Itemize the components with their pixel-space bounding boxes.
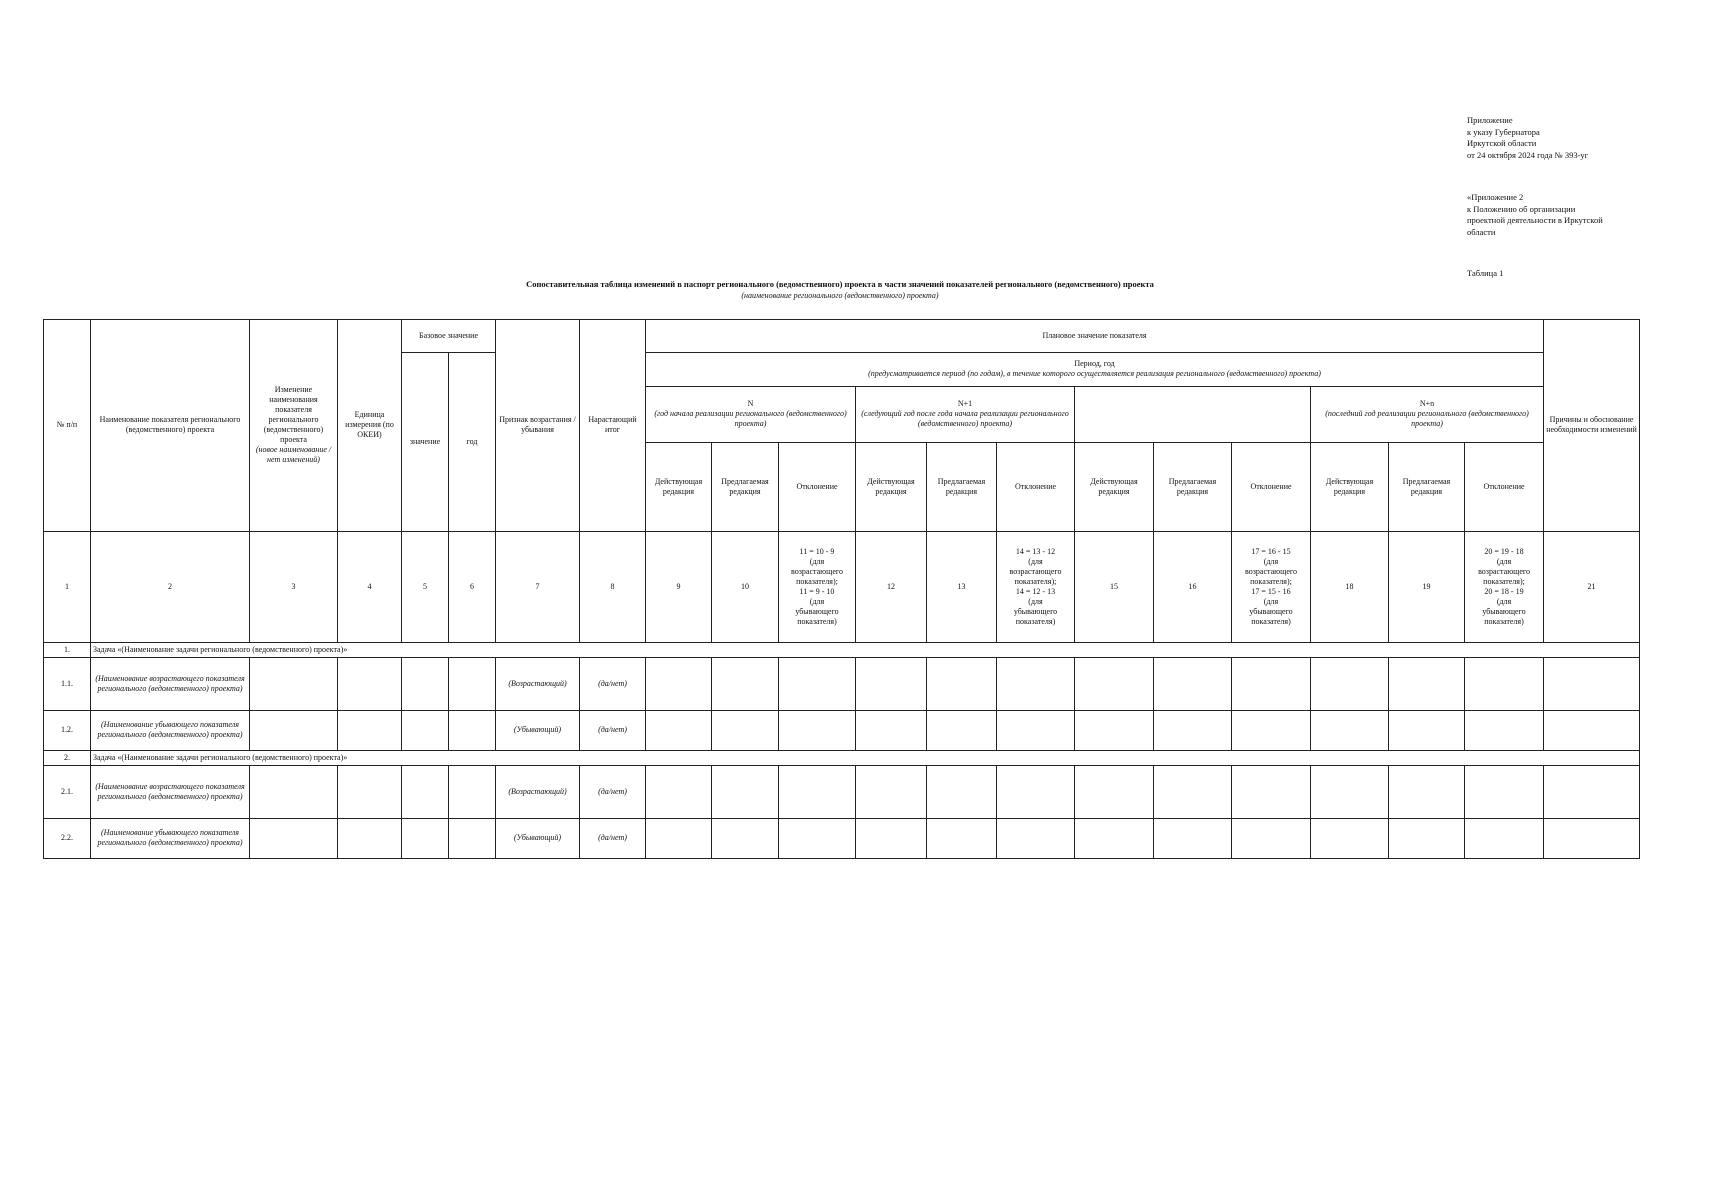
appendix-line: к указу Губернатора bbox=[1467, 126, 1540, 137]
header-current: Действующая редакция bbox=[1311, 443, 1389, 532]
formula-line: (для bbox=[1496, 596, 1512, 606]
header-proposed: Предлагаемая редакция bbox=[1154, 443, 1232, 532]
cell bbox=[250, 818, 338, 858]
col-number: 15 bbox=[1075, 531, 1154, 642]
formula-line: 17 = 15 - 16 bbox=[1251, 586, 1291, 596]
appendix-line: Иркутской области bbox=[1467, 138, 1537, 148]
cell bbox=[1311, 818, 1389, 858]
formula-line: показателя); bbox=[1483, 576, 1525, 586]
cell bbox=[402, 710, 449, 750]
cell bbox=[1075, 710, 1154, 750]
formula-line: возрастающего bbox=[1478, 566, 1530, 576]
row-num: 2.1. bbox=[44, 766, 91, 818]
formula-line: (для bbox=[1028, 556, 1043, 566]
col-number: 21 bbox=[1544, 531, 1640, 642]
cell bbox=[1311, 658, 1389, 710]
cell bbox=[449, 766, 496, 818]
cell bbox=[997, 710, 1075, 750]
header-planned: Плановое значение показателя bbox=[646, 320, 1544, 353]
formula-line: (для bbox=[1028, 596, 1043, 606]
formula-line: (для bbox=[809, 556, 825, 566]
cell bbox=[1154, 658, 1232, 710]
header-deviation: Отклонение bbox=[1232, 443, 1311, 532]
cell bbox=[1232, 658, 1311, 710]
col-number: 12 bbox=[856, 531, 927, 642]
cell bbox=[1154, 766, 1232, 818]
header-reasons: Причины и обоснование необходимости изменений bbox=[1544, 320, 1640, 532]
cell bbox=[250, 658, 338, 710]
appendix-line: от 24 октября 2024 года № 393-уг bbox=[1467, 149, 1589, 160]
header-n1-note: (следующий год после года начала реализации регионального (ведомственного) проекта) bbox=[861, 409, 1069, 429]
formula-line: (для bbox=[809, 596, 825, 606]
cell bbox=[1075, 766, 1154, 818]
col-number: 16 bbox=[1154, 531, 1232, 642]
col-number: 9 bbox=[646, 531, 712, 642]
header-base-value: Базовое значение bbox=[402, 320, 496, 353]
cell bbox=[1389, 818, 1465, 858]
header-year-blank bbox=[1075, 386, 1311, 443]
table-row bbox=[44, 766, 1640, 818]
header-unit: Единица измерения (по ОКЕИ) bbox=[338, 320, 402, 532]
cell bbox=[1544, 766, 1640, 818]
header-change-name-note: (новое наименование / нет изменений) bbox=[255, 445, 332, 465]
formula-line: показателя) bbox=[1015, 616, 1056, 626]
header-year: год bbox=[449, 353, 496, 532]
task-num: 2. bbox=[44, 750, 91, 765]
cell bbox=[712, 766, 779, 818]
cell bbox=[338, 766, 402, 818]
formula-line: 17 = 16 - 15 bbox=[1251, 546, 1291, 556]
cell bbox=[779, 658, 856, 710]
header-value: значение bbox=[402, 353, 449, 532]
formula-line: 14 = 13 - 12 bbox=[1015, 546, 1056, 556]
cell bbox=[449, 658, 496, 710]
header-n-note: (год начала реализации регионального (ведомственного) проекта) bbox=[654, 409, 847, 429]
formula-line: (для bbox=[1263, 556, 1279, 566]
col-number: 8 bbox=[580, 531, 646, 642]
col-number: 18 bbox=[1311, 531, 1389, 642]
col-number: 2 bbox=[91, 531, 250, 642]
sign-value: (Убывающий) bbox=[496, 710, 580, 750]
formula-line: убывающего bbox=[1013, 606, 1058, 616]
cell bbox=[1389, 658, 1465, 710]
header-year-n bbox=[646, 386, 856, 443]
cell bbox=[338, 658, 402, 710]
cell bbox=[997, 766, 1075, 818]
cumulative-value: (да/нет) bbox=[580, 710, 646, 750]
col-number: 6 bbox=[449, 531, 496, 642]
table-row bbox=[44, 818, 1640, 858]
formula-line: 20 = 19 - 18 bbox=[1484, 546, 1524, 556]
formula-line: показателя) bbox=[797, 616, 837, 626]
indicator-name: (Наименование возрастающего показателя регионального (ведомственного) проекта) bbox=[91, 658, 250, 710]
formula-line: 20 = 18 - 19 bbox=[1484, 586, 1524, 596]
header-n-label: N bbox=[747, 399, 754, 409]
cell bbox=[646, 658, 712, 710]
cell bbox=[1232, 766, 1311, 818]
formula-line: (для bbox=[1496, 556, 1512, 566]
cell bbox=[856, 818, 927, 858]
cell bbox=[646, 710, 712, 750]
cell bbox=[1544, 658, 1640, 710]
formula-line: (для bbox=[1263, 596, 1279, 606]
header-num: № п/п bbox=[44, 320, 91, 532]
header-current: Действующая редакция bbox=[1075, 443, 1154, 532]
document-title: Сопоставительная таблица изменений в паспорт регионального (ведомственного) проекта в части значений показателей регионального (ведомственного) проекта bbox=[526, 279, 1154, 289]
header-period-text: Период, год bbox=[1074, 359, 1115, 369]
col-number: 3 bbox=[250, 531, 338, 642]
col-number: 4 bbox=[338, 531, 402, 642]
col-number: 10 bbox=[712, 531, 779, 642]
cell bbox=[646, 766, 712, 818]
formula-line: возрастающего bbox=[1245, 566, 1297, 576]
formula-line: возрастающего bbox=[1009, 566, 1062, 576]
cell bbox=[1465, 818, 1544, 858]
cell bbox=[779, 710, 856, 750]
formula-line: убывающего bbox=[1482, 606, 1526, 616]
header-cumulative: Нарастающий итог bbox=[580, 320, 646, 532]
cell bbox=[1544, 710, 1640, 750]
header-nn-note: (последний год реализации регионального (ведомственного) проекта) bbox=[1325, 409, 1529, 429]
header-proposed: Предлагаемая редакция bbox=[927, 443, 997, 532]
sign-value: (Убывающий) bbox=[496, 818, 580, 858]
cell bbox=[1075, 658, 1154, 710]
appendix2-line: «Приложение 2 bbox=[1467, 192, 1524, 202]
header-sign: Признак возрастания / убывания bbox=[496, 320, 580, 532]
header-year-nn bbox=[1311, 386, 1544, 443]
header-indicator-name: Наименование показателя регионального (ведомственного) проекта bbox=[91, 320, 250, 532]
formula-line: показателя); bbox=[1014, 576, 1057, 586]
cell bbox=[1311, 766, 1389, 818]
cell bbox=[997, 658, 1075, 710]
formula-line: 11 = 10 - 9 bbox=[799, 546, 835, 556]
cell bbox=[856, 710, 927, 750]
cell bbox=[712, 658, 779, 710]
cell bbox=[927, 658, 997, 710]
cell bbox=[402, 818, 449, 858]
table-row bbox=[44, 658, 1640, 710]
cell bbox=[927, 710, 997, 750]
col-number: 13 bbox=[927, 531, 997, 642]
comparison-table bbox=[43, 319, 1640, 859]
cell bbox=[449, 818, 496, 858]
header-current: Действующая редакция bbox=[646, 443, 712, 532]
cell bbox=[1465, 766, 1544, 818]
indicator-name: (Наименование убывающего показателя регионального (ведомственного) проекта) bbox=[91, 710, 250, 750]
cell bbox=[402, 658, 449, 710]
task-text: Задача «(Наименование задачи регионального (ведомственного) проекта)» bbox=[91, 750, 1640, 765]
task-text: Задача «(Наименование задачи регионального (ведомственного) проекта)» bbox=[91, 642, 1640, 657]
formula-line: возрастающего bbox=[791, 566, 843, 576]
cell bbox=[1465, 710, 1544, 750]
cell bbox=[646, 818, 712, 858]
cell bbox=[402, 766, 449, 818]
cell bbox=[779, 766, 856, 818]
cell bbox=[712, 710, 779, 750]
cell bbox=[997, 818, 1075, 858]
formula-line: 11 = 9 - 10 bbox=[799, 586, 835, 596]
indicator-name: (Наименование убывающего показателя регионального (ведомственного) проекта) bbox=[91, 818, 250, 858]
cell bbox=[338, 818, 402, 858]
header-year-n1 bbox=[856, 386, 1075, 443]
header-current: Действующая редакция bbox=[856, 443, 927, 532]
cell bbox=[927, 766, 997, 818]
appendix2-line: области bbox=[1467, 226, 1496, 237]
col-number: 5 bbox=[402, 531, 449, 642]
appendix2-line: проектной деятельности в Иркутской bbox=[1467, 215, 1603, 225]
appendix2-line: к Положению об организации bbox=[1467, 203, 1576, 214]
cell bbox=[250, 766, 338, 818]
cell bbox=[1232, 710, 1311, 750]
header-proposed: Предлагаемая редакция bbox=[1389, 443, 1465, 532]
header-change-name-text: Изменение наименования показателя регионального (ведомственного) проекта bbox=[263, 385, 324, 445]
task-row bbox=[44, 750, 1640, 765]
cell bbox=[1075, 818, 1154, 858]
formula-line: убывающего bbox=[1249, 606, 1293, 616]
cell bbox=[449, 710, 496, 750]
cell bbox=[856, 766, 927, 818]
formula-20 bbox=[1465, 531, 1544, 642]
formula-14 bbox=[997, 531, 1075, 642]
formula-line: показателя) bbox=[1251, 616, 1291, 626]
cell bbox=[1232, 818, 1311, 858]
cell bbox=[927, 818, 997, 858]
cumulative-value: (да/нет) bbox=[580, 818, 646, 858]
task-num: 1. bbox=[44, 642, 91, 657]
cell bbox=[779, 818, 856, 858]
sign-value: (Возрастающий) bbox=[496, 766, 580, 818]
cell bbox=[250, 710, 338, 750]
cumulative-value: (да/нет) bbox=[580, 766, 646, 818]
cell bbox=[1154, 710, 1232, 750]
column-numbers-row bbox=[44, 531, 1640, 642]
cell bbox=[856, 658, 927, 710]
header-deviation: Отклонение bbox=[779, 443, 856, 532]
cell bbox=[712, 818, 779, 858]
document-subtitle: (наименование регионального (ведомственного) проекта) bbox=[741, 291, 939, 300]
appendix2-block bbox=[1467, 192, 1642, 238]
formula-line: показателя) bbox=[1484, 616, 1524, 626]
header-period-note: (предусматривается период (по годам), в течение которого осуществляется реализация регионального (ведомственного) проекта) bbox=[868, 369, 1321, 379]
col-number: 19 bbox=[1389, 531, 1465, 642]
header-change-name bbox=[250, 320, 338, 532]
cell bbox=[1465, 658, 1544, 710]
task-row bbox=[44, 642, 1640, 657]
cell bbox=[1154, 818, 1232, 858]
formula-line: показателя); bbox=[796, 576, 838, 586]
header-nn-label: N+n bbox=[1419, 399, 1435, 409]
header-deviation: Отклонение bbox=[997, 443, 1075, 532]
row-num: 1.1. bbox=[44, 658, 91, 710]
table-label: Таблица 1 bbox=[1467, 268, 1504, 278]
appendix-line: Приложение bbox=[1467, 115, 1513, 125]
sign-value: (Возрастающий) bbox=[496, 658, 580, 710]
row-num: 1.2. bbox=[44, 710, 91, 750]
formula-line: 14 = 12 - 13 bbox=[1015, 586, 1056, 596]
formula-17 bbox=[1232, 531, 1311, 642]
table-row bbox=[44, 710, 1640, 750]
col-number: 7 bbox=[496, 531, 580, 642]
header-proposed: Предлагаемая редакция bbox=[712, 443, 779, 532]
header-deviation: Отклонение bbox=[1465, 443, 1544, 532]
appendix-block bbox=[1467, 115, 1687, 161]
formula-line: убывающего bbox=[795, 606, 839, 616]
cell bbox=[1389, 766, 1465, 818]
indicator-name: (Наименование возрастающего показателя регионального (ведомственного) проекта) bbox=[91, 766, 250, 818]
cell bbox=[1311, 710, 1389, 750]
formula-line: показателя); bbox=[1250, 576, 1292, 586]
header-period bbox=[646, 353, 1544, 386]
cumulative-value: (да/нет) bbox=[580, 658, 646, 710]
cell bbox=[338, 710, 402, 750]
cell bbox=[1544, 818, 1640, 858]
row-num: 2.2. bbox=[44, 818, 91, 858]
header-n1-label: N+1 bbox=[957, 399, 973, 409]
col-number: 1 bbox=[44, 531, 91, 642]
cell bbox=[1389, 710, 1465, 750]
formula-11 bbox=[779, 531, 856, 642]
